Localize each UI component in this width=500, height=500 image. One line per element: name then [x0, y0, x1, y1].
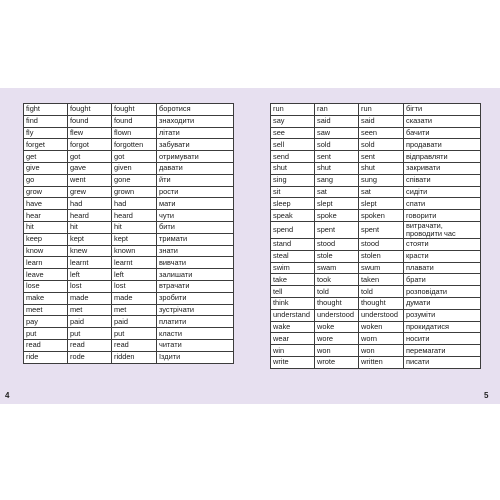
past-participle-cell: heard — [112, 210, 157, 222]
translation-cell: перемагати — [404, 345, 481, 357]
base-form-cell: give — [24, 162, 68, 174]
translation-cell: витрачати, проводити час — [404, 221, 481, 238]
translation-cell: бачити — [404, 127, 481, 139]
verb-row — [271, 186, 481, 198]
base-form-cell: make — [24, 292, 68, 304]
translation-cell: мати — [157, 198, 234, 210]
past-participle-cell: forgotten — [112, 139, 157, 151]
verb-row — [24, 104, 234, 116]
translation-cell: втрачати — [157, 280, 234, 292]
verb-row — [271, 198, 481, 210]
base-form-cell: ride — [24, 351, 68, 363]
past-participle-cell: known — [112, 245, 157, 257]
verb-row — [24, 186, 234, 198]
verb-row — [271, 104, 481, 116]
verb-row — [271, 333, 481, 345]
past-simple-cell: took — [315, 274, 359, 286]
verb-row — [24, 198, 234, 210]
past-participle-cell: run — [359, 104, 404, 116]
translation-cell: залишати — [157, 269, 234, 281]
past-participle-cell: sold — [359, 139, 404, 151]
base-form-cell: forget — [24, 139, 68, 151]
past-simple-cell: sold — [315, 139, 359, 151]
past-participle-cell: ridden — [112, 351, 157, 363]
base-form-cell: meet — [24, 304, 68, 316]
past-simple-cell: sang — [315, 174, 359, 186]
past-participle-cell: paid — [112, 316, 157, 328]
past-participle-cell: spent — [359, 221, 404, 238]
base-form-cell: get — [24, 151, 68, 163]
verb-row — [271, 115, 481, 127]
verb-row — [24, 316, 234, 328]
translation-cell: класти — [157, 328, 234, 340]
translation-cell: розуміти — [404, 309, 481, 321]
translation-cell: носити — [404, 333, 481, 345]
verb-row — [24, 233, 234, 245]
verb-row — [271, 238, 481, 250]
verb-row — [24, 257, 234, 269]
base-form-cell: write — [271, 356, 315, 368]
past-participle-cell: read — [112, 339, 157, 351]
past-participle-cell: had — [112, 198, 157, 210]
verb-row — [24, 162, 234, 174]
past-participle-cell: stood — [359, 238, 404, 250]
past-simple-cell: stood — [315, 238, 359, 250]
past-participle-cell: lost — [112, 280, 157, 292]
past-simple-cell: stole — [315, 250, 359, 262]
past-simple-cell: heard — [68, 210, 112, 222]
base-form-cell: leave — [24, 269, 68, 281]
verb-row — [271, 345, 481, 357]
translation-cell: сидіти — [404, 186, 481, 198]
verb-row — [271, 151, 481, 163]
translation-cell: рости — [157, 186, 234, 198]
past-simple-cell: got — [68, 151, 112, 163]
base-form-cell: pay — [24, 316, 68, 328]
verb-row — [24, 221, 234, 233]
past-simple-cell: won — [315, 345, 359, 357]
past-simple-cell: flew — [68, 127, 112, 139]
past-participle-cell: written — [359, 356, 404, 368]
verb-row — [271, 221, 481, 238]
past-participle-cell: got — [112, 151, 157, 163]
past-participle-cell: shut — [359, 162, 404, 174]
base-form-cell: fly — [24, 127, 68, 139]
past-participle-cell: hit — [112, 221, 157, 233]
base-form-cell: find — [24, 115, 68, 127]
past-simple-cell: spent — [315, 221, 359, 238]
translation-cell: літати — [157, 127, 234, 139]
base-form-cell: swim — [271, 262, 315, 274]
past-simple-cell: gave — [68, 162, 112, 174]
past-simple-cell: lost — [68, 280, 112, 292]
verb-row — [24, 328, 234, 340]
base-form-cell: know — [24, 245, 68, 257]
translation-cell: тримати — [157, 233, 234, 245]
translation-cell: їздити — [157, 351, 234, 363]
translation-cell: прокидатися — [404, 321, 481, 333]
past-participle-cell: taken — [359, 274, 404, 286]
past-simple-cell: wrote — [315, 356, 359, 368]
verb-row — [271, 286, 481, 298]
verb-row — [271, 321, 481, 333]
translation-cell: боротися — [157, 104, 234, 116]
past-participle-cell: stolen — [359, 250, 404, 262]
past-participle-cell: given — [112, 162, 157, 174]
base-form-cell: understand — [271, 309, 315, 321]
verb-row — [271, 356, 481, 368]
past-simple-cell: went — [68, 174, 112, 186]
translation-cell: продавати — [404, 139, 481, 151]
base-form-cell: lose — [24, 280, 68, 292]
page-number-right: 5 — [484, 391, 489, 400]
translation-cell: зустрічати — [157, 304, 234, 316]
translation-cell: спати — [404, 198, 481, 210]
past-simple-cell: thought — [315, 297, 359, 309]
past-simple-cell: said — [315, 115, 359, 127]
past-participle-cell: left — [112, 269, 157, 281]
verb-row — [24, 304, 234, 316]
translation-cell: красти — [404, 250, 481, 262]
translation-cell: забувати — [157, 139, 234, 151]
past-participle-cell: flown — [112, 127, 157, 139]
past-participle-cell: worn — [359, 333, 404, 345]
base-form-cell: grow — [24, 186, 68, 198]
verb-row — [271, 250, 481, 262]
past-simple-cell: grew — [68, 186, 112, 198]
translation-cell: розповідати — [404, 286, 481, 298]
translation-cell: отримувати — [157, 151, 234, 163]
verb-row — [24, 210, 234, 222]
base-form-cell: take — [271, 274, 315, 286]
past-participle-cell: learnt — [112, 257, 157, 269]
translation-cell: брати — [404, 274, 481, 286]
past-participle-cell: found — [112, 115, 157, 127]
past-participle-cell: sung — [359, 174, 404, 186]
page-number-left: 4 — [5, 391, 10, 400]
past-participle-cell: fought — [112, 104, 157, 116]
verb-row — [24, 174, 234, 186]
past-simple-cell: put — [68, 328, 112, 340]
verb-row — [24, 245, 234, 257]
translation-cell: думати — [404, 297, 481, 309]
past-participle-cell: sent — [359, 151, 404, 163]
past-simple-cell: left — [68, 269, 112, 281]
translation-cell: чути — [157, 210, 234, 222]
past-simple-cell: told — [315, 286, 359, 298]
verb-table-left — [23, 103, 234, 364]
past-simple-cell: found — [68, 115, 112, 127]
translation-cell: сказати — [404, 115, 481, 127]
base-form-cell: steal — [271, 250, 315, 262]
verb-row — [271, 174, 481, 186]
past-participle-cell: met — [112, 304, 157, 316]
past-participle-cell: sat — [359, 186, 404, 198]
translation-cell: читати — [157, 339, 234, 351]
past-participle-cell: understood — [359, 309, 404, 321]
translation-cell: знати — [157, 245, 234, 257]
past-participle-cell: made — [112, 292, 157, 304]
past-simple-cell: forgot — [68, 139, 112, 151]
past-simple-cell: met — [68, 304, 112, 316]
past-participle-cell: slept — [359, 198, 404, 210]
past-simple-cell: learnt — [68, 257, 112, 269]
base-form-cell: sit — [271, 186, 315, 198]
past-simple-cell: made — [68, 292, 112, 304]
translation-cell: йти — [157, 174, 234, 186]
base-form-cell: sell — [271, 139, 315, 151]
past-participle-cell: woken — [359, 321, 404, 333]
translation-cell: платити — [157, 316, 234, 328]
verb-row — [24, 280, 234, 292]
base-form-cell: wear — [271, 333, 315, 345]
translation-cell: знаходити — [157, 115, 234, 127]
base-form-cell: speak — [271, 210, 315, 222]
base-form-cell: win — [271, 345, 315, 357]
verb-row — [24, 292, 234, 304]
base-form-cell: wake — [271, 321, 315, 333]
verb-row — [271, 139, 481, 151]
base-form-cell: see — [271, 127, 315, 139]
translation-cell: бити — [157, 221, 234, 233]
past-simple-cell: slept — [315, 198, 359, 210]
past-participle-cell: spoken — [359, 210, 404, 222]
past-simple-cell: hit — [68, 221, 112, 233]
base-form-cell: hear — [24, 210, 68, 222]
verb-row — [271, 309, 481, 321]
translation-cell: відправляти — [404, 151, 481, 163]
base-form-cell: think — [271, 297, 315, 309]
past-participle-cell: thought — [359, 297, 404, 309]
translation-cell: зробити — [157, 292, 234, 304]
verb-table-right — [270, 103, 481, 369]
verb-row — [24, 269, 234, 281]
verb-row — [271, 262, 481, 274]
past-simple-cell: had — [68, 198, 112, 210]
base-form-cell: fight — [24, 104, 68, 116]
past-simple-cell: kept — [68, 233, 112, 245]
base-form-cell: send — [271, 151, 315, 163]
verb-row — [24, 139, 234, 151]
translation-cell: бігти — [404, 104, 481, 116]
past-simple-cell: fought — [68, 104, 112, 116]
translation-cell: писати — [404, 356, 481, 368]
translation-cell: стояти — [404, 238, 481, 250]
verb-row — [271, 162, 481, 174]
verb-row — [271, 127, 481, 139]
translation-cell: вивчати — [157, 257, 234, 269]
verb-row — [24, 115, 234, 127]
past-simple-cell: rode — [68, 351, 112, 363]
past-participle-cell: kept — [112, 233, 157, 245]
past-simple-cell: paid — [68, 316, 112, 328]
past-simple-cell: sat — [315, 186, 359, 198]
verb-row — [24, 339, 234, 351]
verb-row — [271, 274, 481, 286]
translation-cell: співати — [404, 174, 481, 186]
past-participle-cell: swum — [359, 262, 404, 274]
past-simple-cell: read — [68, 339, 112, 351]
verb-row — [271, 210, 481, 222]
past-participle-cell: grown — [112, 186, 157, 198]
past-simple-cell: saw — [315, 127, 359, 139]
base-form-cell: stand — [271, 238, 315, 250]
base-form-cell: sleep — [271, 198, 315, 210]
past-participle-cell: seen — [359, 127, 404, 139]
verb-row — [24, 351, 234, 363]
past-simple-cell: swam — [315, 262, 359, 274]
base-form-cell: run — [271, 104, 315, 116]
base-form-cell: have — [24, 198, 68, 210]
translation-cell: плавати — [404, 262, 481, 274]
past-simple-cell: woke — [315, 321, 359, 333]
verb-row — [24, 151, 234, 163]
past-simple-cell: spoke — [315, 210, 359, 222]
base-form-cell: spend — [271, 221, 315, 238]
past-participle-cell: told — [359, 286, 404, 298]
verb-row — [24, 127, 234, 139]
past-participle-cell: put — [112, 328, 157, 340]
base-form-cell: put — [24, 328, 68, 340]
past-simple-cell: sent — [315, 151, 359, 163]
translation-cell: закривати — [404, 162, 481, 174]
past-participle-cell: won — [359, 345, 404, 357]
past-simple-cell: shut — [315, 162, 359, 174]
base-form-cell: say — [271, 115, 315, 127]
base-form-cell: tell — [271, 286, 315, 298]
past-participle-cell: gone — [112, 174, 157, 186]
base-form-cell: hit — [24, 221, 68, 233]
past-simple-cell: understood — [315, 309, 359, 321]
translation-cell: давати — [157, 162, 234, 174]
base-form-cell: shut — [271, 162, 315, 174]
past-simple-cell: wore — [315, 333, 359, 345]
verb-row — [271, 297, 481, 309]
past-simple-cell: knew — [68, 245, 112, 257]
past-participle-cell: said — [359, 115, 404, 127]
base-form-cell: learn — [24, 257, 68, 269]
base-form-cell: sing — [271, 174, 315, 186]
translation-cell: говорити — [404, 210, 481, 222]
base-form-cell: read — [24, 339, 68, 351]
past-simple-cell: ran — [315, 104, 359, 116]
base-form-cell: go — [24, 174, 68, 186]
base-form-cell: keep — [24, 233, 68, 245]
